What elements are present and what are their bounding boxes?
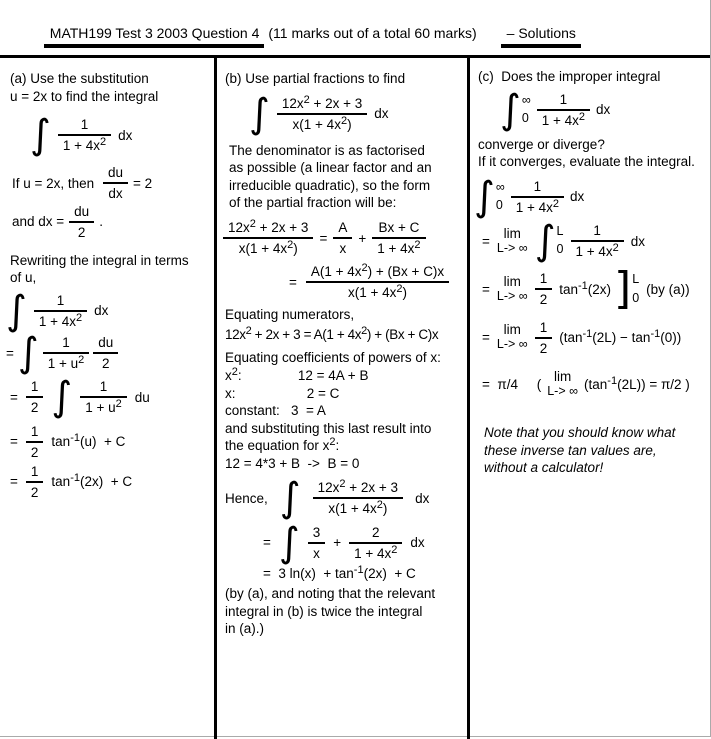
- dx-term: dx: [596, 102, 611, 118]
- fraction: $\frac{1}{1 + 4x^2}$: [34, 293, 87, 329]
- b-value-equation: 12 = 4*3 + B -> B = 0: [225, 455, 360, 471]
- equating-coefficients-label: Equating coefficients of powers of x:: [225, 350, 441, 366]
- fraction: $\frac{1}{2}$: [26, 464, 44, 500]
- solutions-grid: [0, 55, 710, 739]
- dx-term: dx: [118, 127, 133, 143]
- equals-sign: =: [482, 233, 490, 249]
- fraction: $\frac{1}{1 + 4x^2}$: [571, 223, 624, 259]
- upper-limit: ∞: [495, 179, 505, 194]
- integral-sign: ∫: [30, 112, 51, 159]
- limit-value-note: $(\tan^{-1}(2L)) = \pi/2$ ): [584, 374, 690, 392]
- fraction: $\frac{1}{1 + u^2}$: [43, 335, 90, 371]
- fraction: $\frac{3}{x}$: [308, 525, 326, 561]
- hence-integral: [225, 475, 467, 522]
- upper-limit: L: [632, 272, 640, 287]
- fraction: $\frac{12x^2 + 2x + 3}{x(1 + 4x^2)}$: [223, 220, 313, 256]
- equals-sign: =: [263, 535, 271, 551]
- lower-limit: 0: [495, 197, 503, 212]
- final-value-step: [482, 370, 710, 399]
- page-header: [0, 0, 710, 48]
- part-a-intro: [10, 70, 212, 105]
- result-term: $\tan^{-1}(u) + C$: [51, 432, 126, 450]
- rewrite-note: Rewriting the integral in terms of u,: [10, 252, 189, 286]
- dx-term: dx: [94, 303, 109, 319]
- substitution-note: the equation for $x^2$:: [225, 436, 340, 454]
- numerator-equation: $12x^2 + 2x + 3 = A(1 + 4x^2) + (Bx + C)x$: [225, 324, 439, 342]
- equals-sign: =: [482, 330, 490, 346]
- coefficient-row: $x^2$: 12 = 4A + B: [225, 366, 369, 384]
- marks-note: (11 marks out of a total 60 marks): [268, 25, 477, 41]
- coefficient-row: x: 2 = C: [225, 385, 340, 401]
- part-c-section: [467, 58, 710, 739]
- integral-with-limits: [534, 218, 564, 265]
- equals-sign: =: [289, 274, 297, 290]
- integral-with-limits: [474, 173, 505, 220]
- equals-sign: =: [10, 389, 18, 405]
- intro-line: (a) Use the substitution: [10, 71, 149, 86]
- advice-note: Note that you should know what these inverse tan values are, without a calculator!: [484, 425, 676, 476]
- integral-sign: ∫: [6, 287, 27, 334]
- fraction: $\frac{1}{2}$: [26, 424, 44, 460]
- fraction: $\frac{du}{dx}$: [103, 165, 128, 201]
- part-a-section: [0, 58, 214, 739]
- dx-term: dx: [374, 106, 389, 122]
- equals-sign: =: [319, 230, 328, 246]
- equation-step: [10, 374, 212, 421]
- lower-limit: 0: [556, 242, 564, 257]
- equation-step: [10, 424, 212, 460]
- fraction: $\frac{2}{1 + 4x^2}$: [349, 525, 402, 561]
- improper-integral-display: [500, 86, 710, 133]
- integral-sign: ∫: [249, 90, 270, 137]
- combined-fraction: [289, 264, 467, 300]
- du-term: du: [134, 389, 150, 405]
- equals-sign: =: [10, 474, 18, 490]
- equals-sign: =: [10, 434, 18, 450]
- fraction: $\frac{du}{2}$: [93, 335, 118, 371]
- dx-substitution-line: and dx = $\frac{du}{2}$ .: [12, 203, 103, 240]
- equating-numerators-label: Equating numerators,: [225, 307, 355, 323]
- integral-sign: ∫: [500, 86, 521, 133]
- lower-limit: 0: [521, 110, 529, 125]
- limit-operator: lim L-> ∞: [496, 225, 528, 255]
- fraction: $\frac{1}{1 + 4x^2}$: [58, 117, 111, 153]
- fraction: $\frac{12x^2 + 2x + 3}{x(1 + 4x^2)}$: [313, 480, 403, 516]
- upper-limit: L: [556, 224, 564, 239]
- fraction: $\frac{Bx + C}{1 + 4x^2}$: [372, 220, 425, 256]
- question-line: If it converges, evaluate the integral.: [478, 154, 695, 170]
- part-b-section: [214, 58, 467, 739]
- fraction: $\frac{1}{1 + 4x^2}$: [511, 179, 564, 215]
- fraction: $\frac{A}{x}$: [333, 220, 352, 256]
- coefficient-row: constant: 3 = A: [225, 403, 326, 419]
- integral-sign: ∫: [474, 173, 495, 220]
- difference-term: $(\tan^{-1}(2L) - \tan^{-1}(0))$: [559, 328, 682, 346]
- integral-sign: ∫: [278, 519, 300, 566]
- integral-sign: ∫: [279, 475, 301, 522]
- antiderivative-term: $\tan^{-1}(2x)$: [559, 279, 612, 297]
- coefficient-rows: [225, 367, 467, 420]
- integral-with-limits: [500, 86, 531, 133]
- solutions-label: – Solutions: [501, 25, 581, 48]
- limit-operator: lim L-> ∞: [496, 322, 528, 352]
- fraction: $\frac{1}{2}$: [535, 320, 553, 356]
- hence-label: Hence,: [225, 490, 268, 506]
- by-part-a-note: (by (a)): [646, 281, 690, 297]
- fraction: $\frac{1}{1 + 4x^2}$: [537, 92, 590, 128]
- closing-note: (by (a), and noting that the relevant integral in (b) is twice the integral in (a).): [225, 586, 436, 637]
- denominator-paragraph: The denominator is as factorised as possible (a linear factor and an irreducible quadratic), so the form of the partial fraction will be:: [229, 142, 432, 211]
- limit-step: [482, 263, 710, 315]
- evaluation-bracket: ] L 0: [614, 263, 640, 315]
- integral-display: [6, 287, 212, 334]
- fraction: $\frac{12x^2 + 2x + 3}{x(1 + 4x^2)}$: [277, 96, 367, 132]
- integral-display: [30, 112, 212, 159]
- limit-step: [482, 218, 710, 265]
- fraction: $\frac{1}{2}$: [535, 271, 553, 307]
- equation-step: [6, 330, 212, 377]
- limit-operator: lim L-> ∞: [547, 368, 579, 398]
- dx-term: dx: [410, 535, 425, 551]
- substitution-line: If u = 2x, then $\frac{du}{dx}$ = 2: [12, 165, 153, 202]
- final-answer: = 3 $\ln(x) + \tan^{-1}(2x) + C$: [263, 563, 416, 581]
- substitution-note: and substituting this last result into: [225, 420, 432, 436]
- equals-sign: =: [6, 345, 14, 361]
- limit-step: [482, 320, 710, 356]
- pi-over-four-result: = π/4 (: [482, 376, 542, 392]
- dx-term: dx: [570, 189, 585, 205]
- integral-sign: ∫: [51, 374, 73, 421]
- lower-limit: 0: [632, 290, 640, 305]
- fraction: $\frac{A(1 + 4x^2) + (Bx + C)x}{x(1 + 4x^2)}$: [306, 264, 449, 300]
- part-b-intro: (b) Use partial fractions to find: [225, 71, 406, 86]
- fraction: $\frac{du}{2}$: [69, 204, 94, 240]
- question-line: converge or diverge?: [478, 136, 605, 152]
- plus-sign: +: [333, 535, 342, 551]
- split-integral: [263, 519, 467, 566]
- equals-sign: =: [482, 281, 490, 297]
- limit-operator: lim L-> ∞: [496, 274, 528, 303]
- intro-line: u = 2x to find the integral: [10, 88, 159, 104]
- final-answer: [10, 464, 212, 500]
- result-term: $\tan^{-1}(2x) + C$: [51, 472, 133, 490]
- upper-limit: ∞: [521, 92, 531, 107]
- part-c-intro: (c) Does the improper integral: [478, 69, 661, 84]
- page-title: MATH199 Test 3 2003 Question 4: [44, 25, 265, 48]
- improper-integral-display: [474, 173, 710, 220]
- dx-term: dx: [630, 233, 646, 249]
- integral-sign: ∫: [17, 330, 39, 377]
- dx-term: dx: [415, 490, 430, 506]
- integral-sign: ∫: [534, 218, 556, 265]
- integral-display: [249, 90, 467, 137]
- partial-fraction-form: [223, 217, 467, 257]
- fraction: $\frac{1}{2}$: [26, 379, 44, 415]
- plus-sign: +: [358, 230, 367, 246]
- fraction: $\frac{1}{1 + u^2}$: [80, 379, 127, 415]
